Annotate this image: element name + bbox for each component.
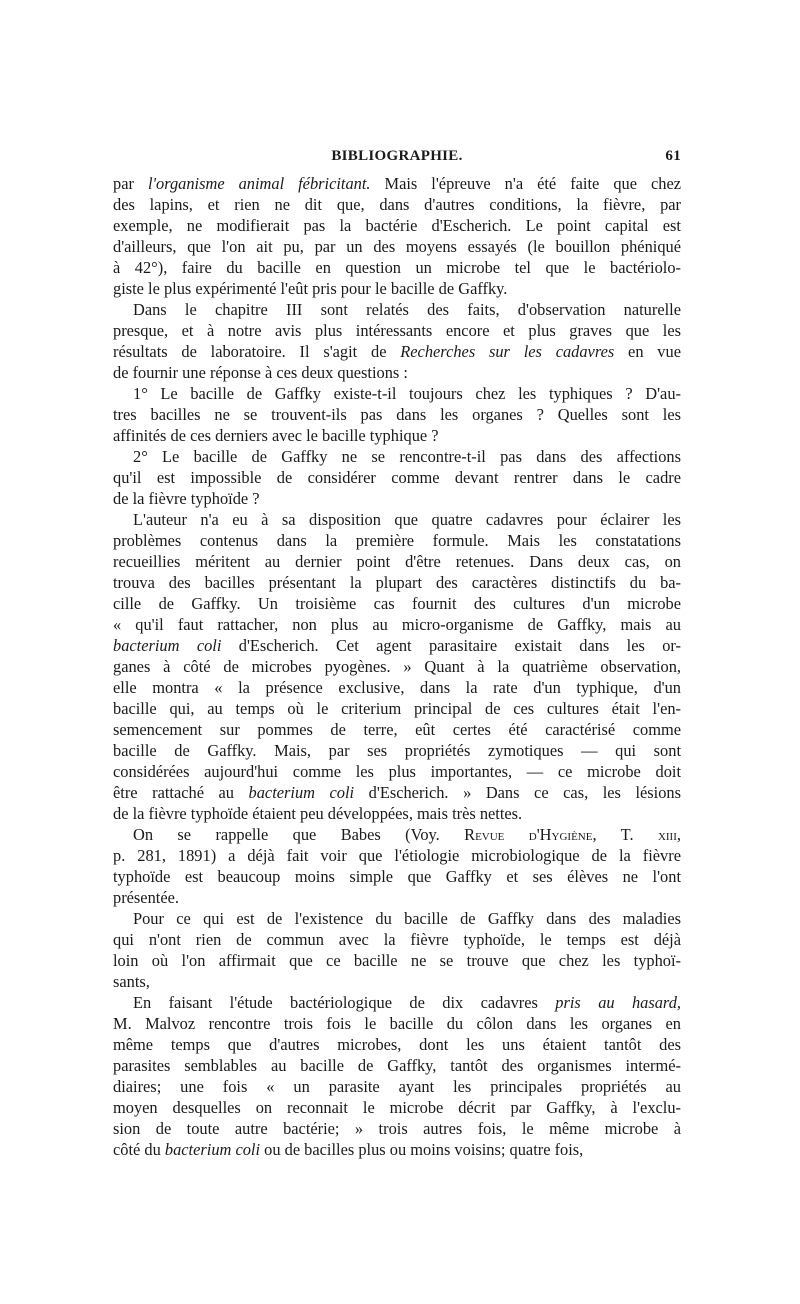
text-line — [113, 614, 681, 635]
line-text: en vue — [614, 342, 681, 361]
line-text: tres bacilles ne se trouvent-ils pas dans les organes ? Quelles sont les — [113, 405, 681, 424]
page-number: 61 — [665, 148, 681, 164]
italic-text: bacterium coli — [113, 636, 222, 655]
text-line — [113, 236, 681, 257]
text-line — [113, 782, 681, 803]
text-line — [113, 509, 681, 530]
line-text: parasites semblables au bacille de Gaffky, tantôt des organismes intermé- — [113, 1056, 681, 1075]
line-text: typhoïde est beaucoup moins simple que Gaffky et ses élèves ne l'ont — [113, 867, 681, 886]
line-text: trouva des bacilles présentant la plupart des caractères distinctifs du ba- — [113, 573, 681, 592]
text-line — [113, 677, 681, 698]
text-line — [113, 1055, 681, 1076]
text-line — [113, 467, 681, 488]
text-line — [113, 1013, 681, 1034]
text-line — [113, 929, 681, 950]
text-line — [113, 194, 681, 215]
line-text: Mais l'épreuve n'a été faite que chez — [370, 174, 682, 193]
line-text: côté du — [113, 1140, 165, 1159]
text-line — [113, 488, 681, 509]
text-line — [113, 803, 681, 824]
small-caps-text: Revue d'Hygiène — [464, 825, 593, 844]
line-text: de la fièvre typhoïde étaient peu développées, mais très nettes. — [113, 804, 523, 823]
line-text: elle montra « la présence exclusive, dans la rate d'un typhique, d'un — [113, 678, 681, 697]
line-text: d'ailleurs, que l'on ait pu, par un des moyens essayés (le bouillon phéniqué — [113, 237, 681, 256]
line-text: presque, et à notre avis plus intéressants encore et plus graves que les — [113, 321, 681, 340]
italic-text: bacterium coli — [164, 1140, 261, 1159]
text-line — [113, 446, 681, 467]
line-text: L'auteur n'a eu à sa disposition que quatre cadavres pour éclairer les — [133, 510, 681, 529]
text-line — [113, 1034, 681, 1055]
line-text: moyen desquelles on reconnait le microbe décrit par Gaffky, à l'exclu- — [113, 1098, 681, 1117]
small-caps-text: xiii — [657, 825, 677, 844]
text-line — [113, 866, 681, 887]
text-line — [113, 362, 681, 383]
text-line — [113, 740, 681, 761]
line-text: Dans le chapitre III sont relatés des faits, d'observation naturelle — [133, 300, 681, 319]
line-text: présentée. — [113, 888, 179, 907]
line-text: ou de bacilles plus ou moins voisins; quatre fois, — [260, 1140, 584, 1159]
line-text: « qu'il faut rattacher, non plus au micro-organisme de Gaffky, mais au — [113, 615, 681, 634]
line-text: qui n'ont rien de commun avec la fièvre typhoïde, le temps est déjà — [113, 930, 681, 949]
line-text: recueillies méritent au dernier point d'être retenues. Dans deux cas, on — [113, 552, 681, 571]
text-line — [113, 887, 681, 908]
line-text: considérées aujourd'hui comme les plus importantes, — ce microbe doit — [113, 762, 681, 781]
text-line — [113, 320, 681, 341]
line-text: exemple, ne modifierait pas la bactérie d'Escherich. Le point capital est — [113, 216, 681, 235]
line-text: , T. — [592, 825, 658, 844]
line-text: M. Malvoz rencontre trois fois le bacille du côlon dans les organes en — [113, 1014, 681, 1033]
italic-text: pris au hasard, — [555, 993, 681, 1012]
text-line — [113, 1076, 681, 1097]
line-text: p. 281, 1891) a déjà fait voir que l'étiologie microbiologique de la fièvre — [113, 846, 681, 865]
line-text: des lapins, et rien ne dit que, dans d'autres conditions, la fièvre, par — [113, 195, 681, 214]
text-line — [113, 215, 681, 236]
text-line — [113, 698, 681, 719]
text-line — [113, 1097, 681, 1118]
text-line — [113, 656, 681, 677]
text-line — [113, 761, 681, 782]
line-text: affinités de ces derniers avec le bacille typhique ? — [113, 426, 439, 445]
line-text: résultats de laboratoire. Il s'agit de — [113, 342, 401, 361]
line-text: 2° Le bacille de Gaffky ne se rencontre-t-il pas dans des affections — [133, 447, 681, 466]
line-text: , — [676, 825, 681, 844]
text-line — [113, 593, 681, 614]
line-text: bacille de Gaffky. Mais, par ses propriétés zymotiques — qui sont — [113, 741, 681, 760]
line-text: à 42°), faire du bacille en question un microbe tel que le bactériolo- — [113, 258, 681, 277]
text-line — [113, 299, 681, 320]
line-text: sants, — [113, 972, 150, 991]
text-line — [113, 278, 681, 299]
text-line — [113, 173, 681, 194]
italic-text: Recherches sur les cadavres — [400, 342, 615, 361]
line-text: ganes à côté de microbes pyogènes. » Quant à la quatrième observation, — [113, 657, 681, 676]
running-header — [113, 148, 681, 170]
line-text: 1° Le bacille de Gaffky existe-t-il toujours chez les typhiques ? D'au- — [133, 384, 681, 403]
line-text: de fournir une réponse à ces deux questions : — [113, 363, 408, 382]
text-line — [113, 551, 681, 572]
text-line — [113, 950, 681, 971]
text-line — [113, 845, 681, 866]
text-line — [113, 971, 681, 992]
italic-text: bacterium coli — [248, 783, 355, 802]
line-text: même temps que d'autres microbes, dont les uns étaient tantôt des — [113, 1035, 681, 1054]
line-text: semencement sur pommes de terre, eût certes été caractérisé comme — [113, 720, 681, 739]
running-title: BIBLIOGRAPHIE. — [331, 148, 463, 164]
text-line — [113, 572, 681, 593]
line-text: On se rappelle que Babes (Voy. — [133, 825, 465, 844]
text-line — [113, 1139, 681, 1160]
line-text: Pour ce qui est de l'existence du bacille de Gaffky dans des maladies — [133, 909, 681, 928]
italic-text: l'organisme animal fébricitant. — [147, 174, 371, 193]
line-text: problèmes contenus dans la première formule. Mais les constatations — [113, 531, 681, 550]
line-text: de la fièvre typhoïde ? — [113, 489, 260, 508]
text-line — [113, 530, 681, 551]
text-line — [113, 824, 681, 845]
text-line — [113, 341, 681, 362]
text-line — [113, 404, 681, 425]
line-text: cille de Gaffky. Un troisième cas fournit des cultures d'un microbe — [113, 594, 681, 613]
text-line — [113, 1118, 681, 1139]
line-text: loin où l'on affirmait que ce bacille ne se trouve que chez les typhoï- — [113, 951, 681, 970]
text-line — [113, 992, 681, 1013]
line-text: par — [113, 174, 148, 193]
line-text: En faisant l'étude bactériologique de dix cadavres — [133, 993, 556, 1012]
body-text — [113, 173, 681, 1160]
line-text: giste le plus expérimenté l'eût pris pour le bacille de Gaffky. — [113, 279, 508, 298]
text-line — [113, 257, 681, 278]
text-line — [113, 719, 681, 740]
line-text: bacille qui, au temps où le criterium principal de ces cultures était l'en- — [113, 699, 681, 718]
text-line — [113, 383, 681, 404]
line-text: d'Escherich. » Dans ce cas, les lésions — [354, 783, 681, 802]
text-line — [113, 425, 681, 446]
line-text: d'Escherich. Cet agent parasitaire existait dans les or- — [221, 636, 682, 655]
line-text: qu'il est impossible de considérer comme devant rentrer dans le cadre — [113, 468, 681, 487]
text-line — [113, 635, 681, 656]
line-text: diaires; une fois « un parasite ayant les principales propriétés au — [113, 1077, 681, 1096]
text-line — [113, 908, 681, 929]
line-text: sion de toute autre bactérie; » trois autres fois, le même microbe à — [113, 1119, 681, 1138]
line-text: être rattaché au — [113, 783, 249, 802]
